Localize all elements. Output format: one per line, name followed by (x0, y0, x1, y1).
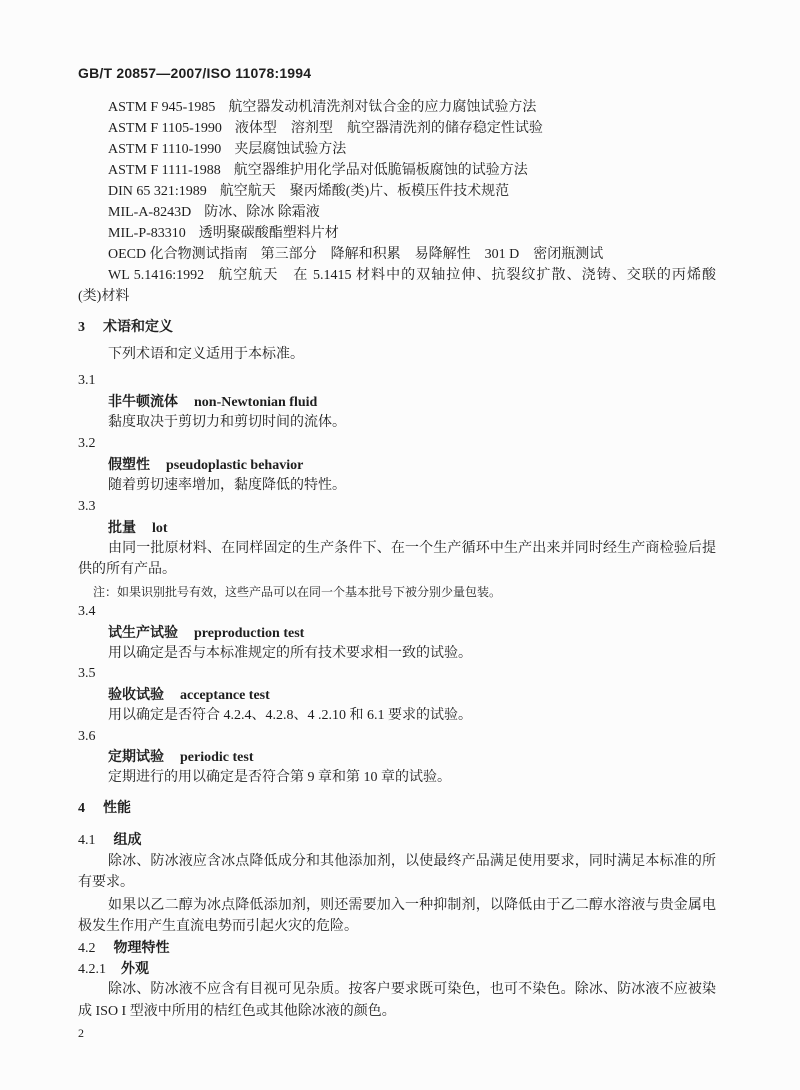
reference-item (108, 120, 543, 138)
reference-title: 防冰、除冰 除霜液 (204, 205, 320, 220)
reference-title: 透明聚碳酸酯塑料片材 (198, 226, 339, 241)
term-number: 3.6 (78, 729, 96, 744)
paragraph-line: 有要求。 (78, 875, 134, 890)
term-definition: 定期进行的用以确定是否符合第 9 章和第 10 章的试验。 (108, 770, 451, 785)
term-number: 3.3 (78, 499, 96, 514)
reference-item (108, 183, 509, 201)
reference-code: ASTM F 945-1985 (108, 100, 216, 115)
subsection-heading (78, 960, 149, 979)
paragraph-line: 如果以乙二醇为冰点降低添加剂，则还需要加入一种抑制剂，以降低由于乙二醇水溶液与贵金属电 (108, 898, 716, 913)
reference-title: 航空器维护用化学品对低脆镉板腐蚀的试验方法 (233, 163, 528, 178)
term-english: preproduction test (194, 626, 305, 641)
term-english: lot (152, 521, 168, 536)
reference-item (108, 162, 528, 180)
subsection-number: 4.2.1 (78, 962, 106, 977)
section-title: 术语和定义 (103, 319, 173, 335)
reference-title: 第三部分 降解和积累 易降解性 301 D 密闭瓶测试 (260, 247, 604, 262)
term-number: 3.1 (78, 373, 96, 388)
term-number: 3.5 (78, 666, 96, 681)
term-entry (108, 686, 270, 705)
reference-code: DIN 65 321:1989 (108, 184, 207, 199)
term-english: non-Newtonian fluid (194, 395, 318, 410)
section-number: 3 (78, 320, 85, 335)
subsection-title: 外观 (121, 961, 149, 977)
reference-title-continuation: (类)材料 (78, 289, 130, 304)
term-definition: 用以确定是否与本标准规定的所有技术要求相一致的试验。 (108, 646, 472, 661)
subsection-title: 物理特性 (113, 940, 170, 956)
term-chinese: 试生产试验 (108, 625, 178, 641)
reference-code: WL 5.1416:1992 (108, 268, 205, 283)
reference-title: 航空航天 在 5.1415 材料中的双轴拉伸、抗裂纹扩散、浇铸、交联的丙烯酸 (217, 268, 717, 283)
term-english: periodic test (180, 750, 254, 765)
section-heading (78, 799, 131, 818)
reference-item (108, 204, 320, 222)
section-title: 性能 (103, 800, 131, 816)
section-intro: 下列术语和定义适用于本标准。 (108, 347, 304, 362)
reference-title: 航空器发动机清洗剂对钛合金的应力腐蚀试验方法 (228, 100, 537, 115)
reference-item (108, 99, 536, 117)
term-chinese: 非牛顿流体 (108, 394, 178, 410)
reference-code: OECD 化合物测试指南 (108, 247, 248, 262)
term-english: acceptance test (180, 688, 270, 703)
term-chinese: 批量 (108, 520, 136, 536)
term-definition: 黏度取决于剪切力和剪切时间的流体。 (108, 415, 346, 430)
term-chinese: 验收试验 (108, 687, 164, 703)
paragraph-line: 成 ISO I 型液中所用的桔红色或其他除冰液的颜色。 (78, 1004, 396, 1019)
term-entry (108, 393, 317, 412)
paragraph-line: 除冰、防冰液不应含有目视可见杂质。按客户要求既可染色，也可不染色。除冰、防冰液不应被染 (108, 982, 716, 997)
section-number: 4 (78, 801, 85, 816)
reference-title: 航空航天 聚丙烯酸(类)片、板模压件技术规范 (219, 184, 510, 199)
reference-code: ASTM F 1111-1988 (108, 163, 221, 178)
subsection-heading (78, 939, 170, 958)
subsection-number: 4.2 (78, 941, 96, 956)
term-number: 3.4 (78, 604, 96, 619)
paragraph-line: 除冰、防冰液应含冰点降低成分和其他添加剂，以使最终产品满足使用要求，同时满足本标准的所 (108, 854, 716, 869)
reference-code: ASTM F 1110-1990 (108, 142, 222, 157)
term-entry (108, 748, 253, 767)
term-chinese: 假塑性 (108, 457, 150, 473)
standard-code-header: GB/T 20857—2007/ISO 11078:1994 (78, 65, 312, 81)
subsection-title: 组成 (113, 832, 142, 848)
term-definition: 由同一批原材料、在同样固定的生产条件下、在一个生产循环中生产出来并同时经生产商检验后提 (108, 541, 716, 556)
reference-title: 夹层腐蚀试验方法 (234, 142, 347, 157)
subsection-heading (78, 831, 142, 850)
term-definition: 用以确定是否符合 4.2.4、4.2.8、4 .2.10 和 6.1 要求的试验。 (108, 708, 472, 723)
reference-code: MIL-P-83310 (108, 226, 186, 241)
term-definition: 随着剪切速率增加，黏度降低的特性。 (108, 478, 346, 493)
term-note: 注：如果识别批号有效，这些产品可以在同一个基本批号下被分别少量包装。 (93, 585, 502, 599)
paragraph-line: 极发生作用产生直流电势而引起火灾的危险。 (78, 919, 358, 934)
subsection-number: 4.1 (78, 833, 96, 848)
term-chinese: 定期试验 (108, 749, 164, 765)
reference-item (108, 141, 346, 159)
section-heading (78, 318, 173, 337)
reference-code: ASTM F 1105-1990 (108, 121, 222, 136)
reference-item (108, 246, 603, 264)
term-entry (108, 624, 304, 643)
term-entry (108, 519, 168, 538)
term-entry (108, 456, 303, 475)
reference-item (108, 267, 716, 285)
page-number: 2 (78, 1026, 84, 1040)
term-definition-continuation: 供的所有产品。 (78, 562, 176, 577)
reference-code: MIL-A-8243D (108, 205, 192, 220)
term-number: 3.2 (78, 436, 96, 451)
reference-title: 液体型 溶剂型 航空器清洗剂的储存稳定性试验 (234, 121, 543, 136)
term-english: pseudoplastic behavior (166, 458, 304, 473)
reference-item (108, 225, 339, 243)
